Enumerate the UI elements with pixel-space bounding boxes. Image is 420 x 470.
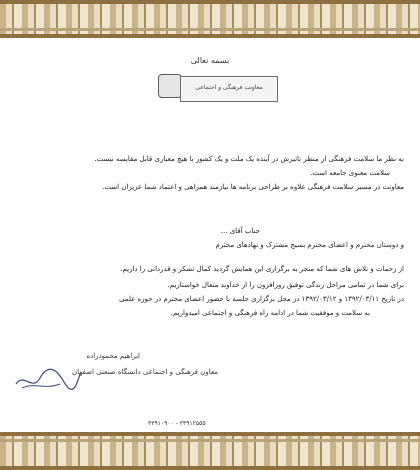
body-line-3: معاونت در مسیر سلامت فرهنگی علاوه بر طراحی برنامه ها نیازمند همراهی و اعتماد شما عزیزان است.	[102, 183, 404, 191]
ornamental-border-top	[0, 0, 420, 38]
signer-name: ابراهیم محمودزاده	[86, 352, 140, 360]
body-line-9: به سلامت و موفقیت شما در ادامه راه فرهنگی و اجتماعی امیدواریم.	[170, 309, 370, 317]
body-line-4: جناب آقای ...	[220, 227, 260, 235]
footer-number: ۳۳۹۱۰۹۰۰ - ۳۳۹۱۲۵۵۵	[148, 420, 206, 427]
body-line-5: و دوستان محترم و اعضای محترم بسیج مشترک و نهادهای محترم	[215, 241, 404, 249]
logo	[158, 74, 278, 104]
signature-block	[10, 352, 230, 402]
handwritten-signature-icon	[12, 362, 82, 394]
body-line-6: از زحمات و تلاش های شما که منجر به برگزاری این همایش گردید کمال تشکر و قدردانی را داریم.	[120, 265, 404, 273]
body-line-2: سلامت معنوی جامعه است.	[310, 169, 390, 177]
ornamental-border-bottom	[0, 432, 420, 470]
body-line-8: در تاریخ ۱۳۹۲/۰۳/۱۱ و ۱۳۹۲/۰۳/۱۲ در محل برگزاری جلسه با حضور اعضای محترم در حوزه علمی	[118, 295, 404, 303]
signer-title: معاون فرهنگی و اجتماعی دانشگاه صنعتی اصفهان	[71, 368, 218, 376]
logo-text: معاونت فرهنگی و اجتماعی	[195, 84, 263, 91]
body-line-1: به نظر ما سلامت فرهنگی از منظر تاثیرش در آینده یک ملت و یک کشور با هیچ معیاری قابل مقایسه نیست.	[94, 155, 404, 163]
logo-banner	[180, 76, 278, 102]
header-text: بسمه تعالی	[190, 56, 230, 65]
letter-body	[10, 44, 410, 426]
body-line-7: برای شما در تمامی مراحل زندگی توفیق روزافزون را از خداوند متعال خواستاریم.	[167, 281, 404, 289]
seal-icon	[158, 74, 182, 98]
